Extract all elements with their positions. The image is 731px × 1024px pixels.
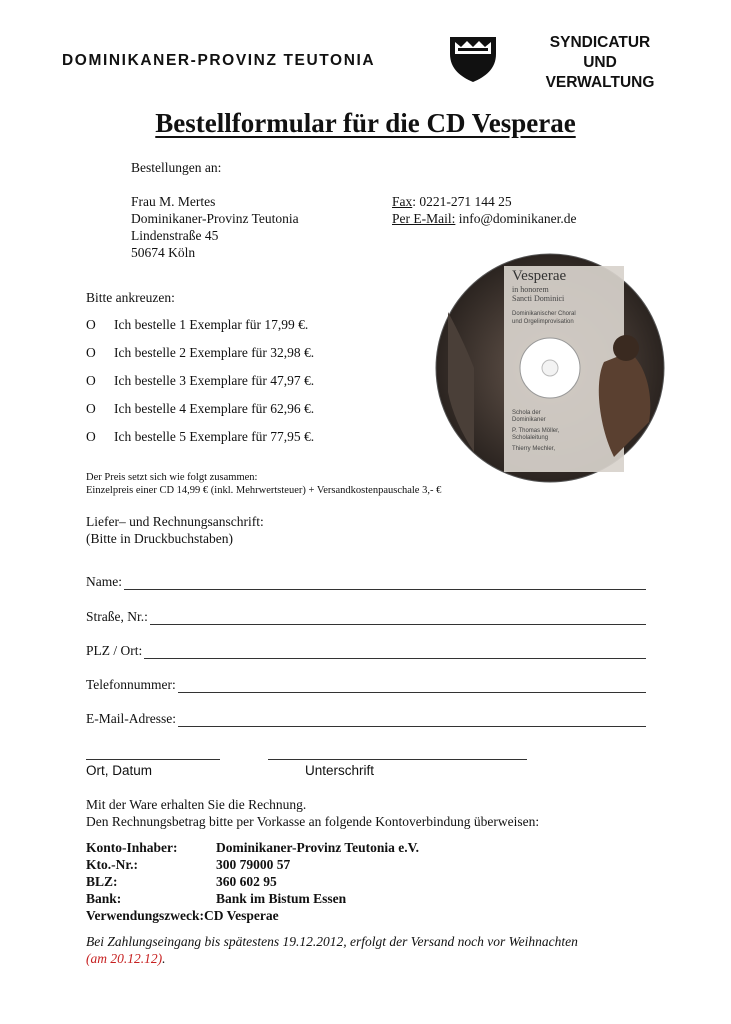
cd-subtitle-line: Sancti Dominici xyxy=(512,294,565,303)
name-field[interactable] xyxy=(86,574,646,590)
delivery-note xyxy=(86,933,578,967)
cd-credit-line: Scholaleitung xyxy=(512,435,549,441)
delivery-note-end: . xyxy=(162,951,166,966)
place-date-line[interactable] xyxy=(86,759,220,760)
cd-credit-line: Thierry Mechler, xyxy=(512,446,556,452)
place-date-label: Ort, Datum xyxy=(86,763,153,778)
checkbox-circle[interactable]: O xyxy=(86,345,96,360)
bank-key: Konto-Inhaber: xyxy=(86,840,178,855)
address-line: Dominikaner-Provinz Teutonia xyxy=(131,211,299,226)
cd-subtitle-line: in honorem xyxy=(512,285,549,294)
bank-row xyxy=(86,907,419,924)
recipient-address xyxy=(131,193,299,261)
bank-key: Kto.-Nr.: xyxy=(86,857,138,872)
delivery-note-main: Bei Zahlungseingang bis spätestens 19.12.2012, erfolgt der Versand noch vor Weihnachten xyxy=(86,934,578,949)
bank-value: CD Vesperae xyxy=(204,908,279,923)
page-title-wrap xyxy=(0,108,731,139)
field-label: Telefonnummer: xyxy=(86,677,176,692)
phone-field[interactable] xyxy=(86,677,646,693)
street-input-line[interactable] xyxy=(150,612,646,625)
dept-line: UND xyxy=(583,54,617,71)
page-title: Bestellformular für die CD Vesperae xyxy=(155,108,576,138)
email-input-line[interactable] xyxy=(178,714,646,727)
email-line xyxy=(392,210,577,227)
check-label: Bitte ankreuzen: xyxy=(86,290,175,305)
bank-row xyxy=(86,890,419,907)
checkbox-circle[interactable]: O xyxy=(86,317,96,332)
email-field[interactable] xyxy=(86,711,646,727)
order-option[interactable] xyxy=(86,317,308,333)
bank-key: Bank: xyxy=(86,891,122,906)
field-label: PLZ / Ort: xyxy=(86,643,143,658)
order-text: Ich bestelle 2 Exemplare für 32,98 €. xyxy=(114,345,315,360)
checkbox-circle[interactable]: O xyxy=(86,401,96,416)
order-option[interactable] xyxy=(86,401,314,417)
orders-to-label: Bestellungen an: xyxy=(131,160,222,175)
email-address[interactable]: info@dominikaner.de xyxy=(455,211,577,226)
bank-row xyxy=(86,873,419,890)
signature-label: Unterschrift xyxy=(305,763,375,778)
shield-crown-crest-icon xyxy=(447,34,499,84)
shipping-heading xyxy=(86,513,264,547)
address-line: Lindenstraße 45 xyxy=(131,228,219,243)
signature-line[interactable] xyxy=(268,759,527,760)
cd-title: Vesperae xyxy=(512,268,567,284)
bank-value: 360 602 95 xyxy=(216,874,277,889)
invoice-line: Mit der Ware erhalten Sie die Rechnung. xyxy=(86,797,307,812)
bank-value: Dominikaner-Provinz Teutonia e.V. xyxy=(216,840,420,855)
invoice-line: Den Rechnungsbetrag bitte per Vorkasse an folgende Kontoverbindung überweisen: xyxy=(86,814,540,829)
dept-line: VERWALTUNG xyxy=(545,74,655,91)
order-text: Ich bestelle 5 Exemplare für 77,95 €. xyxy=(114,429,315,444)
bank-row xyxy=(86,856,419,873)
price-note xyxy=(86,471,441,497)
zip-city-field[interactable] xyxy=(86,643,646,659)
bank-value: Bank im Bistum Essen xyxy=(216,891,347,906)
cd-credit-line: Schola der xyxy=(512,410,541,416)
bank-row xyxy=(86,839,419,856)
org-name: DOMINIKANER-PROVINZ TEUTONIA xyxy=(62,52,376,69)
cd-disc-image xyxy=(434,252,666,484)
fax-number: : 0221-271 144 25 xyxy=(412,194,512,209)
price-note-line: Der Preis setzt sich wie folgt zusammen: xyxy=(86,472,258,483)
phone-input-line[interactable] xyxy=(178,680,646,693)
checkbox-circle[interactable]: O xyxy=(86,373,96,388)
fax-label: Fax xyxy=(392,194,413,209)
field-label: Straße, Nr.: xyxy=(86,609,148,624)
order-option[interactable] xyxy=(86,373,314,389)
cd-credit-line: P. Thomas Möller, xyxy=(512,428,560,434)
zip-city-input-line[interactable] xyxy=(144,646,646,659)
field-label: Name: xyxy=(86,574,122,589)
cd-credit-line: Dominikaner xyxy=(512,417,546,423)
shipping-line: (Bitte in Druckbuchstaben) xyxy=(86,531,233,546)
price-note-line: Einzelpreis einer CD 14,99 € (inkl. Mehrwertsteuer) + Versandkostenpauschale 3,- € xyxy=(86,485,442,496)
checkbox-circle[interactable]: O xyxy=(86,429,96,444)
street-field[interactable] xyxy=(86,609,646,625)
address-line: Frau M. Mertes xyxy=(131,194,216,209)
department-name xyxy=(530,33,670,93)
order-option[interactable] xyxy=(86,345,314,361)
dept-line: SYNDICATUR xyxy=(549,34,651,51)
order-text: Ich bestelle 3 Exemplare für 47,97 €. xyxy=(114,373,315,388)
address-line: 50674 Köln xyxy=(131,245,196,260)
order-option[interactable] xyxy=(86,429,314,445)
order-text: Ich bestelle 1 Exemplar für 17,99 €. xyxy=(114,317,309,332)
invoice-text xyxy=(86,796,539,830)
email-label: Per E-Mail: xyxy=(392,211,456,226)
bank-key: BLZ: xyxy=(86,874,118,889)
bank-details xyxy=(86,839,419,924)
bank-key: Verwendungszweck: xyxy=(86,908,204,923)
cd-desc-line: Dominikanischer Choral xyxy=(512,311,576,317)
bank-value: 300 79000 57 xyxy=(216,857,291,872)
cd-desc-line: und Orgelimprovisation xyxy=(512,319,574,325)
shipping-line: Liefer– und Rechnungsanschrift: xyxy=(86,514,264,529)
name-input-line[interactable] xyxy=(124,577,646,590)
fax-line xyxy=(392,193,512,210)
field-label: E-Mail-Adresse: xyxy=(86,711,176,726)
order-text: Ich bestelle 4 Exemplare für 62,96 €. xyxy=(114,401,315,416)
delivery-date-highlight: (am 20.12.12) xyxy=(86,951,163,966)
